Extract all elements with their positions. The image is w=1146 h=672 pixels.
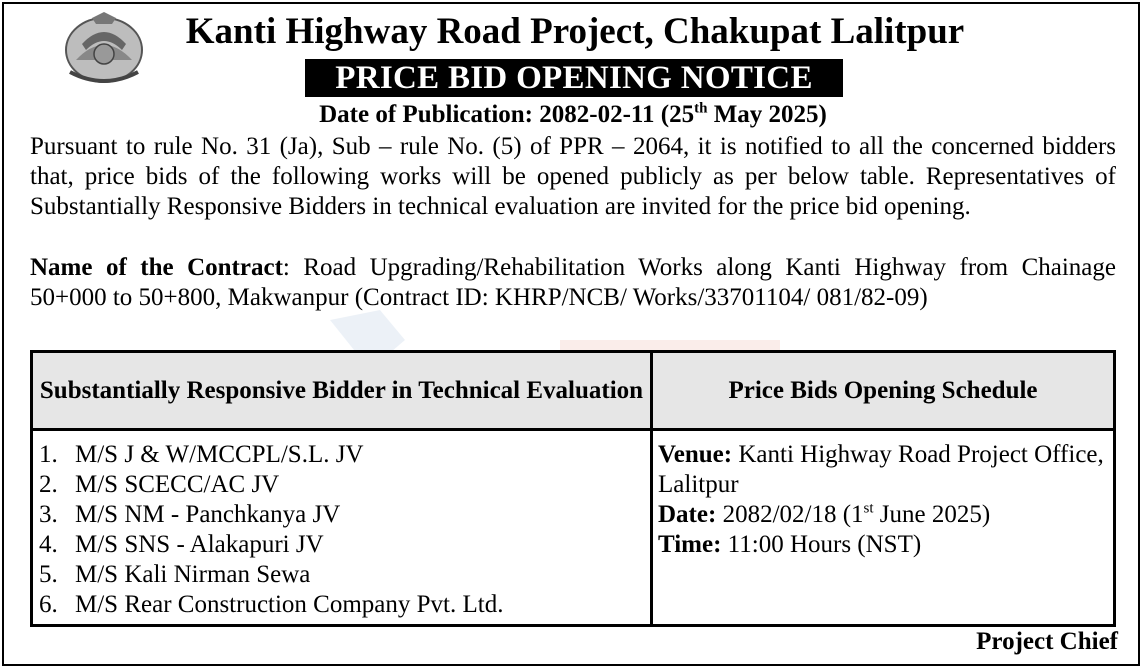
date-sup: st xyxy=(863,500,874,517)
bidder-number: 6. xyxy=(39,591,58,618)
list-item xyxy=(39,560,650,590)
bid-table xyxy=(30,350,1116,627)
list-item xyxy=(39,500,650,530)
bidder-number: 4. xyxy=(39,531,58,558)
publication-date-tail: May 2025) xyxy=(707,101,827,128)
time-line xyxy=(658,530,1113,560)
schedule-details xyxy=(652,430,1115,626)
bidder-name: M/S NM - Panchkanya JV xyxy=(75,501,341,528)
government-emblem-icon xyxy=(62,10,146,86)
venue-line xyxy=(658,440,1113,500)
table-header-row xyxy=(32,352,1115,430)
bidder-name: M/S Kali Nirman Sewa xyxy=(75,561,311,588)
bidder-number: 3. xyxy=(39,501,58,528)
contract-text: : Road Upgrading/Rehabilitation Works along Kanti Highway from Chainage 50+000 to 50+800, Makwanpur (Contract ID: KHRP/NCB/ Works/33701104/ 081/82-09) xyxy=(30,254,1116,311)
date-line xyxy=(658,500,1113,530)
time-value: 11:00 Hours (NST) xyxy=(721,531,922,558)
contract-label: Name of the Contract xyxy=(30,254,283,281)
date-value: 2082/02/18 (1 xyxy=(716,501,864,528)
bidders-list xyxy=(32,430,652,626)
date-label: Date: xyxy=(658,501,717,528)
venue-value: Kanti Highway Road Project Office, Lalitpur xyxy=(658,441,1104,498)
list-item xyxy=(39,530,650,560)
list-item xyxy=(39,470,650,500)
publication-date: 2082-02-11 (25 xyxy=(539,101,695,128)
bidder-number: 5. xyxy=(39,561,58,588)
bidders-column-header: Substantially Responsive Bidder in Technical Evaluation xyxy=(32,352,652,430)
bidder-name: M/S SCECC/AC JV xyxy=(75,471,280,498)
table-body-row xyxy=(32,430,1115,626)
list-item xyxy=(39,440,650,470)
bidder-name: M/S SNS - Alakapuri JV xyxy=(75,531,324,558)
venue-label: Venue: xyxy=(658,441,733,468)
schedule-column-header: Price Bids Opening Schedule xyxy=(652,352,1115,430)
time-label: Time: xyxy=(658,531,722,558)
bidder-name: M/S J & W/MCCPL/S.L. JV xyxy=(75,441,364,468)
bidder-name: M/S Rear Construction Company Pvt. Ltd. xyxy=(75,591,504,618)
publication-label: Date of Publication: xyxy=(319,101,533,128)
bidder-number: 2. xyxy=(39,471,58,498)
date-tail: June 2025) xyxy=(873,501,991,528)
notice-banner: PRICE BID OPENING NOTICE xyxy=(305,59,843,97)
signature-project-chief: Project Chief xyxy=(976,628,1118,655)
intro-paragraph: Pursuant to rule No. 31 (Ja), Sub – rule No. (5) of PPR – 2064, it is notified to all the concerned bidders that, price bids of the following works will be opened publicly as per below table. Representatives of Substantially Responsive Bidders in technical evaluation are invited for the price bid opening. xyxy=(30,133,1116,220)
project-title: Kanti Highway Road Project, Chakupat Lalitpur xyxy=(185,11,965,52)
list-item xyxy=(39,590,650,620)
publication-date-sup: th xyxy=(694,100,708,117)
publication-date-line xyxy=(0,99,1146,131)
bidder-number: 1. xyxy=(39,441,58,468)
